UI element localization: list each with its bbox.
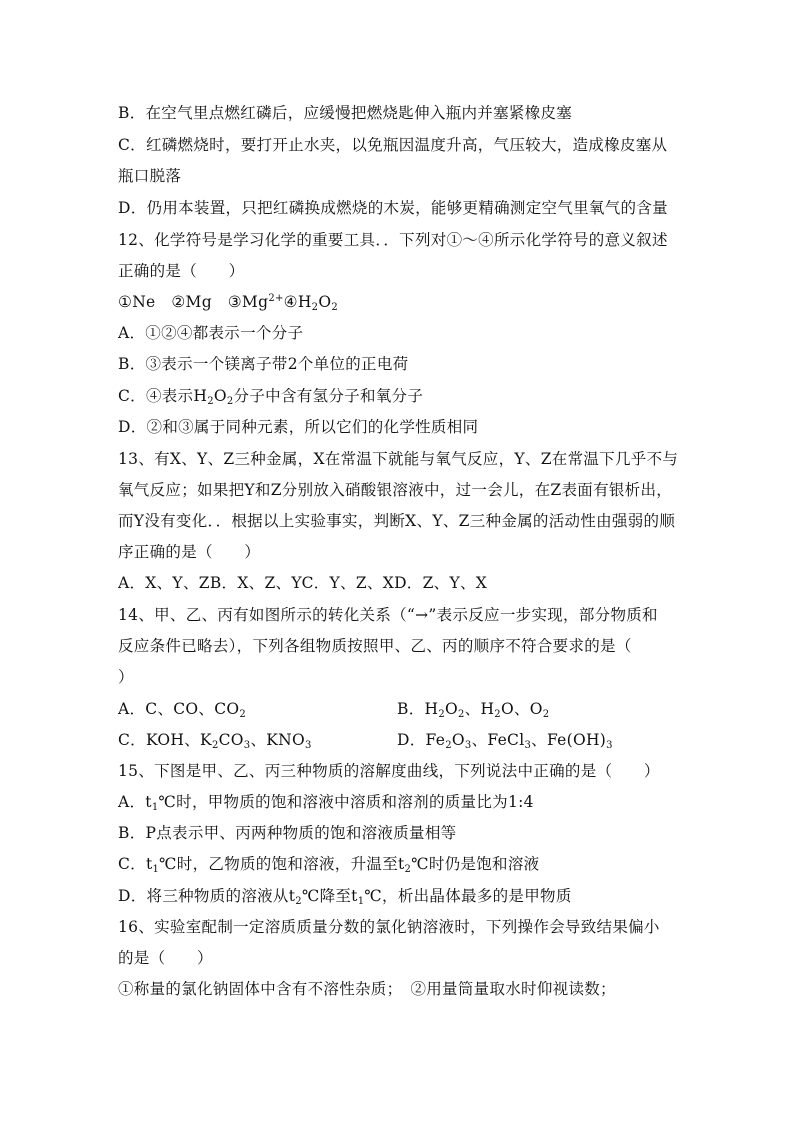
- q12-option-c: C．④表示$H_2O_2$分子中含有氢分子和氧分子: [118, 387, 424, 407]
- q14-stem-line2: 反应条件已略去），下列各组物质按照甲、乙、丙的顺序不符合要求的是（: [118, 637, 632, 655]
- q15-option-b: B．P点表示甲、丙两种物质的饱和溶液质量相等: [118, 824, 457, 842]
- q12-stem-line1: 12、化学符号是学习化学的重要工具．．下列对①～④所示化学符号的意义叙述: [118, 231, 668, 249]
- q15-stem: 15、下图是甲、乙、丙三种物质的溶解度曲线，下列说法中正确的是（ ）: [118, 762, 660, 780]
- q14-options-row1: [118, 697, 246, 720]
- q13-stem-line2: 氧气反应；如果把Y和Z分别放入硝酸银溶液中，过一会儿，在Z表面有银析出，: [118, 481, 673, 499]
- q16-stem-line2: 的是（ ）: [118, 949, 213, 967]
- q12-option-a: A．①②④都表示一个分子: [118, 324, 304, 342]
- q15-option-a: A．$t_1℃$时，甲物质的饱和溶液中溶质和溶剂的质量比为1:4: [118, 793, 534, 813]
- q13-stem-line4: 序正确的是（ ）: [118, 543, 261, 561]
- q15-option-d: D．将三种物质的溶液从$t_2℃$降至$t_1℃$，析出晶体最多的是甲物质: [118, 887, 572, 907]
- q11-option-b: B．在空气里点燃红磷后，应缓慢把燃烧匙伸入瓶内并塞紧橡皮塞: [118, 104, 573, 122]
- q11-option-c-line2: 瓶口脱落: [118, 167, 182, 185]
- q11-option-c-line1: C．红磷燃烧时，要打开止水夹，以免瓶因温度升高，气压较大，造成橡皮塞从: [118, 136, 668, 154]
- q15-option-c: C．$t_1℃$时，乙物质的饱和溶液，升温至$t_2℃$时仍是饱和溶液: [118, 855, 540, 875]
- q13-stem-line1: 13、有X、Y、Z三种金属，X在常温下就能与氧气反应，Y、Z在常温下几乎不与: [118, 450, 679, 468]
- q14-option-b: B．$H_2O_2$、$H_2O$、$O_2$: [397, 700, 550, 720]
- q12-symbols: ①Ne ②Mg $③Mg^{2+}④H_2O_2$: [118, 293, 339, 313]
- q12-option-b: B．③表示一个镁离子带2个单位的正电荷: [118, 355, 409, 373]
- q16-stem-line1: 16、实验室配制一定溶质质量分数的氯化钠溶液时，下列操作会导致结果偏小: [118, 918, 660, 936]
- q13-options: A．X、Y、ZB．X、Z、YC．Y、Z、XD．Z、Y、X: [118, 574, 488, 592]
- q14-option-d: D．$Fe_2O_3$、FeCl$_3$、$Fe(OH)_3$: [397, 731, 613, 751]
- q12-option-d: D．②和③属于同种元素，所以它们的化学性质相同: [118, 418, 479, 436]
- q11-option-d: D．仍用本装置，只把红磷换成燃烧的木炭，能够更精确测定空气里氧气的含量: [118, 199, 668, 217]
- q16-items: ①称量的氯化钠固体中含有不溶性杂质； ②用量筒量取水时仰视读数；: [118, 980, 616, 998]
- q14-stem-line1: 14、甲、乙、丙有如图所示的转化关系（“→”表示反应一步实现，部分物质和: [118, 606, 658, 624]
- q14-option-a: A．C、CO、$CO_2$: [118, 700, 247, 720]
- q14-stem-line3: ）: [118, 668, 134, 686]
- q14-option-c: C．KOH、$K_2CO_3$、$KNO_3$: [118, 731, 312, 751]
- q12-stem-line2: 正确的是（ ）: [118, 262, 245, 280]
- q13-stem-line3: 而Y没有变化．．根据以上实验事实，判断X、Y、Z三种金属的活动性由强弱的顺: [118, 512, 676, 530]
